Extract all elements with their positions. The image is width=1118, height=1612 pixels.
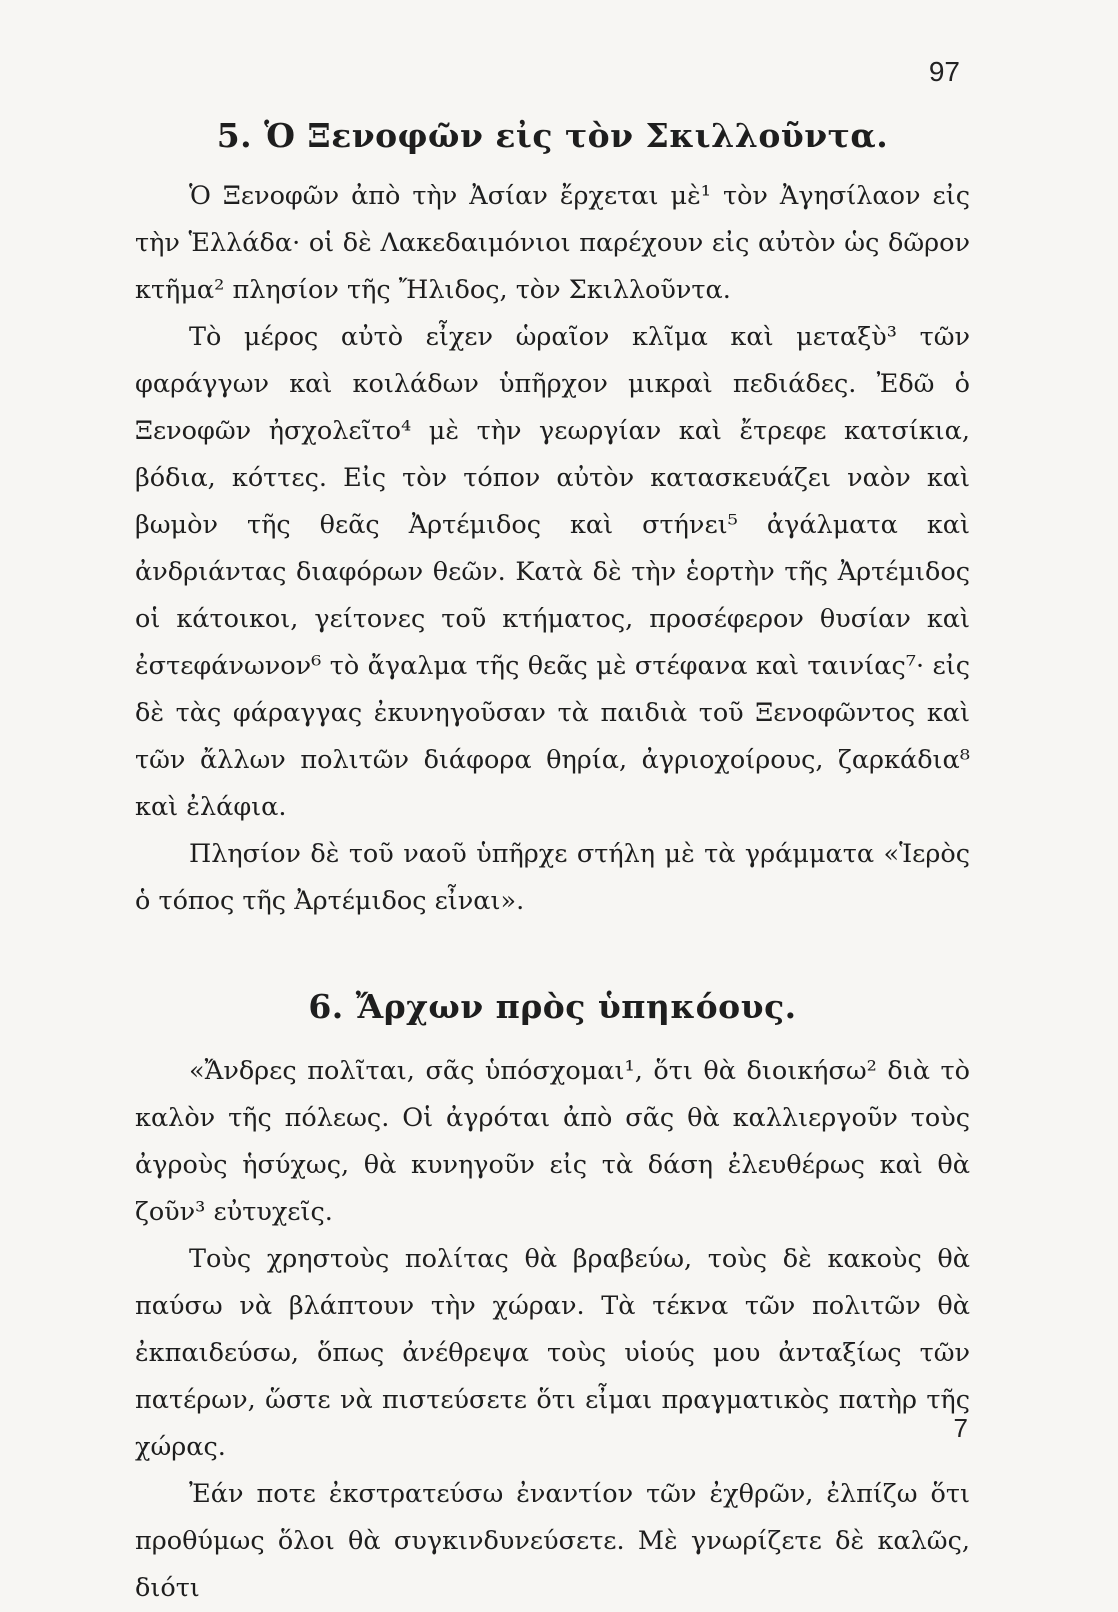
paragraph: Ἐάν ποτε ἐκστρατεύσω ἐναντίον τῶν ἐχθρῶν, ἐλπίζω ὅτι προθύμως ὅλοι θὰ συγκινδυνεύσετε. Μὲ γνωρίζετε δὲ καλῶς, διότι: [135, 1479, 970, 1603]
signature-mark: 7: [953, 1413, 968, 1443]
paragraph: Πλησίον δὲ τοῦ ναοῦ ὑπῆρχε στήλη μὲ τὰ γράμματα «Ἱερὸς ὁ τόπος τῆς Ἀρτέμιδος εἶναι».: [135, 839, 970, 916]
section-title-archon: 6. Ἄρχων πρὸς ὑπηκόους.: [308, 987, 797, 1026]
paragraph: «Ἄνδρες πολῖται, σᾶς ὑπόσχομαι¹, ὅτι θὰ διοικήσω² διὰ τὸ καλὸν τῆς πόλεως. Οἱ ἀγρόται ἀπὸ σᾶς θὰ καλλιεργοῦν τοὺς ἀγροὺς ἡσύχως, θὰ κυνηγοῦν εἰς τὰ δάση ἐλευθέρως καὶ θὰ ζοῦν³ εὐτυχεῖς.: [135, 1056, 970, 1227]
page-body: [135, 116, 970, 1612]
paragraph: Τὸ μέρος αὐτὸ εἶχεν ὡραῖον κλῖμα καὶ μεταξὺ³ τῶν φαράγγων καὶ κοιλάδων ὑπῆρχον μικραὶ πεδιάδες. Ἐδῶ ὁ Ξενοφῶν ἠσχολεῖτο⁴ μὲ τὴν γεωργίαν καὶ ἔτρεφε κατσίκια, βόδια, κόττες. Εἰς τὸν τόπον αὐτὸν κατασκευάζει ναὸν καὶ βωμὸν τῆς θεᾶς Ἀρτέμιδος καὶ στήνει⁵ ἀγάλματα καὶ ἀνδριάντας διαφόρων θεῶν. Κατὰ δὲ τὴν ἑορτὴν τῆς Ἀρτέμιδος οἱ κάτοικοι, γείτονες τοῦ κτήματος, προσέφερον θυσίαν καὶ ἐστεφάνωνον⁶ τὸ ἄγαλμα τῆς θεᾶς μὲ στέφανα καὶ ταινίας⁷· εἰς δὲ τὰς φάραγγας ἐκυνηγοῦσαν τὰ παιδιὰ τοῦ Ξενοφῶντος καὶ τῶν ἄλλων πολιτῶν διάφορα θηρία, ἀγριοχοίρους, ζαρκάδια⁸ καὶ ἐλάφια.: [135, 322, 970, 822]
paragraph: Τοὺς χρηστοὺς πολίτας θὰ βραβεύω, τοὺς δὲ κακοὺς θὰ παύσω νὰ βλάπτουν τὴν χώραν. Τὰ τέκνα τῶν πολιτῶν θὰ ἐκπαιδεύσω, ὅπως ἀνέθρεψα τοὺς υἱούς μου ἀνταξίως τῶν πατέρων, ὥστε νὰ πιστεύσετε ὅτι εἶμαι πραγματικὸς πατὴρ τῆς χώρας.: [135, 1244, 970, 1462]
paragraph: Ὁ Ξενοφῶν ἀπὸ τὴν Ἀσίαν ἔρχεται μὲ¹ τὸν Ἀγησίλαον εἰς τὴν Ἑλλάδα· οἱ δὲ Λακεδαιμόνιοι παρέχουν εἰς αὐτὸν ὡς δῶρον κτῆμα² πλησίον τῆς Ἤλιδος, τὸν Σκιλλοῦντα.: [135, 181, 970, 305]
section-title-xenophon: 5. Ὁ Ξενοφῶν εἰς τὸν Σκιλλοῦντα.: [216, 116, 889, 155]
page-number: 97: [928, 56, 960, 87]
